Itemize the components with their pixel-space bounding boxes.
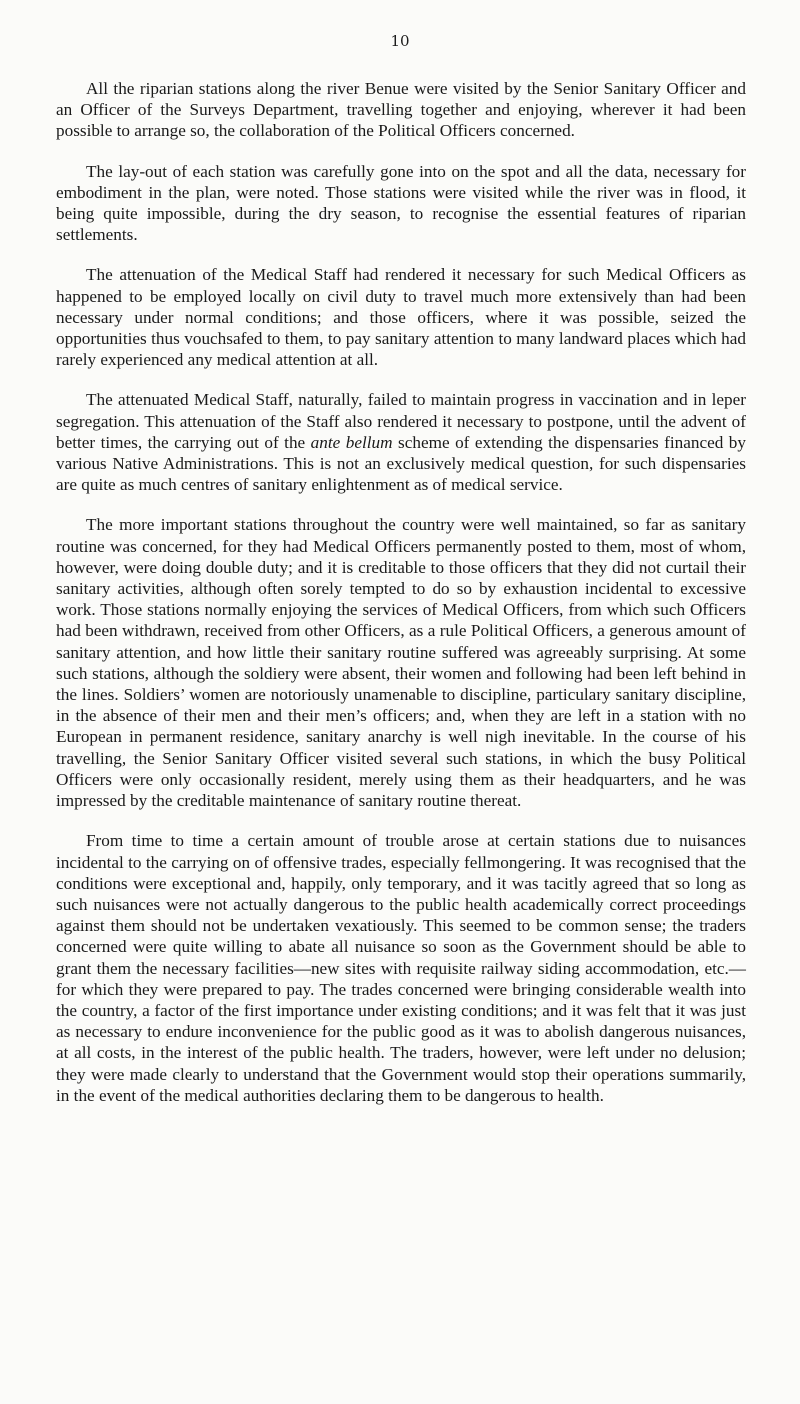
- body-text: [56, 78, 746, 1125]
- paragraph-medical-staff-attenuation: The attenuation of the Medical Staff had rendered it necessary for such Medical Officers as happened to be employed locally on civil duty to travel much more extensively than had been necessary under normal conditions; and those officers, where it was possible, seized the opportunities thus vouchsafed to them, to pay sanitary attention to many landward places which had rarely experienced any medical attention at all.: [56, 265, 746, 370]
- paragraph-text-segment: The attenuated Medical Staff, naturally, failed to maintain progress in vaccination and in leper segregation. This attenuation of the Staff also rendered it necessary to postpone, until the advent of better times, the carrying out of the: [56, 390, 746, 452]
- italic-phrase: ante bellum: [310, 432, 393, 452]
- paragraph-station-layout: The lay-out of each station was carefully gone into on the spot and all the data, necessary for embodiment in the plan, were noted. Those stations were visited while the river was in flood, it being quite impossible, during the dry season, to recognise the essential features of riparian settlements.: [56, 161, 746, 245]
- paragraph-riparian-stations: All the riparian stations along the river Benue were visited by the Senior Sanitary Officer and an Officer of the Surveys Department, travelling together and enjoying, wherever it had been possible to arrange so, the collaboration of the Political Officers concerned.: [56, 79, 746, 141]
- paragraph-vaccination-segregation: [56, 389, 746, 495]
- paragraph-offensive-trades: From time to time a certain amount of trouble arose at certain stations due to nuisances incidental to the carrying on of offensive trades, especially fellmongering. It was recognised that the conditions were exceptional and, happily, only temporary, and it was tacitly agreed that so long as such nuisances were not actually dangerous to the public health academically correct proceedings against them should not be undertaken vexatiously. This seemed to be common sense; the traders concerned were quite willing to abate all nuisance so soon as the Government should be able to grant them the necessary facilities—new sites with requisite railway siding accommodation, etc.—for which they were prepared to pay. The trades concerned were bringing considerable wealth into the country, a factor of the first importance under existing conditions; and it was felt that it was just as necessary to endure inconvenience for the public good as it was to abolish dangerous nuisances, at all costs, in the interest of the public health. The traders, however, were left under no delusion; they were made clearly to understand that the Government would stop their operations summarily, in the event of the medical authorities declaring them to be dangerous to health.: [56, 831, 746, 1105]
- paragraph-text-segment: scheme of extending the dispensaries financed by various Native Administrations. This is not an exclusively medical question, for such dispensaries are quite as much centres of sanitary enlightenment as of medical service.: [56, 432, 746, 495]
- page-number: 10: [390, 32, 410, 50]
- paragraph-important-stations: The more important stations throughout the country were well maintained, so far as sanitary routine was concerned, for they had Medical Officers permanently posted to them, most of whom, however, were doing double duty; and it is creditable to those officers that they did not curtail their sanitary activities, although often sorely tempted to do so by exhaustion incidental to excessive work. Those stations normally enjoying the services of Medical Officers, from which such Officers had been withdrawn, received from other Officers, as a rule Political Officers, a generous amount of sanitary attention, and how little their sanitary routine suffered was agreeably surprising. At some such stations, although the soldiery were absent, their women and following had been left behind in the lines. Soldiers’ women are notoriously unamenable to discipline, particulary sanitary discipline, in the absence of their men and their men’s officers; and, when they are left in a station with no European in permanent residence, sanitary anarchy is well nigh inevitable. In the course of his travelling, the Senior Sanitary Officer visited several such stations, in which the busy Political Officers were only occasionally resident, merely using them as their headquarters, and he was impressed by the creditable maintenance of sanitary routine thereat.: [56, 515, 746, 811]
